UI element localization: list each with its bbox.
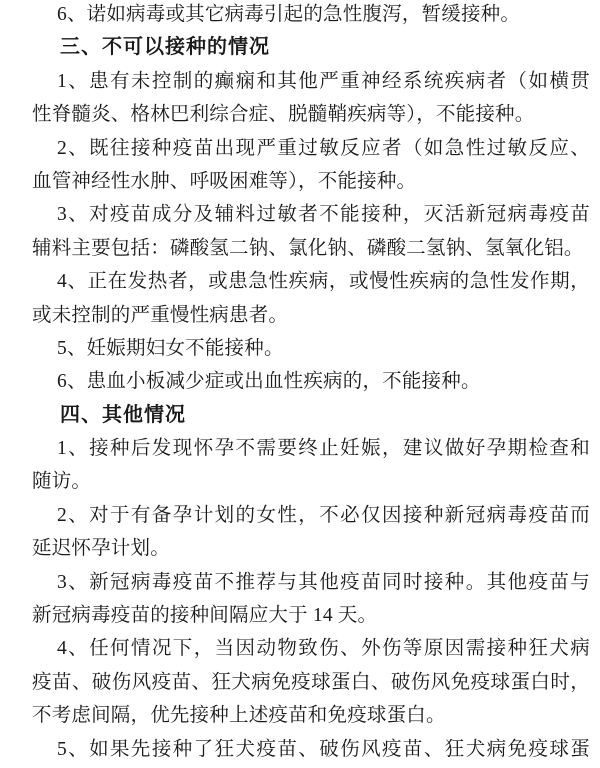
document-line: 新冠病毒疫苗的接种间隔应大于 14 天。 — [32, 605, 378, 627]
section-heading: 三、不可以接种的情况 — [60, 36, 270, 59]
document-line: 1、接种后发现怀孕不需要终止妊娠，建议做好孕期检查和 — [57, 438, 590, 460]
document-line: 随访。 — [32, 471, 92, 493]
section-heading: 四、其他情况 — [60, 403, 186, 426]
document-line: 2、对于有备孕计划的女性，不必仅因接种新冠病毒疫苗而 — [57, 504, 590, 526]
document-line: 性脊髓炎、格林巴利综合症、脱髓鞘疾病等），不能接种。 — [32, 104, 535, 126]
document-line: 6、诺如病毒或其它病毒引起的急性腹泻，暂缓接种。 — [57, 4, 521, 25]
document-line: 3、新冠病毒疫苗不推荐与其他疫苗同时接种。其他疫苗与 — [57, 571, 590, 593]
document-line: 5、妊娠期妇女不能接种。 — [57, 337, 284, 359]
document-line: 3、对疫苗成分及辅料过敏者不能接种，灭活新冠病毒疫苗 — [57, 204, 590, 226]
document-line: 辅料主要包括：磷酸氢二钠、氯化钠、磷酸二氢钠、氢氧化铝。 — [32, 237, 584, 259]
document-line: 2、既往接种疫苗出现严重过敏反应者（如急性过敏反应、 — [57, 137, 590, 159]
document-line: 疫苗、破伤风疫苗、狂犬病免疫球蛋白、破伤风免疫球蛋白时， — [32, 671, 590, 693]
document-line: 5、如果先接种了狂犬疫苗、破伤风疫苗、狂犬病免疫球蛋 — [57, 738, 590, 760]
document-line: 不考虑间隔，优先接种上述疫苗和免疫球蛋白。 — [32, 705, 446, 727]
document-page — [32, 0, 590, 766]
document-line: 6、患血小板减少症或出血性疾病的，不能接种。 — [57, 371, 481, 393]
document-line: 4、任何情况下，当因动物致伤、外伤等原因需接种狂犬病 — [57, 638, 590, 660]
document-line: 血管神经性水肿、呼吸困难等），不能接种。 — [32, 170, 417, 192]
document-line: 或未控制的严重慢性病患者。 — [32, 304, 289, 326]
document-line: 延迟怀孕计划。 — [32, 538, 170, 560]
document-line: 4、正在发热者，或患急性疾病，或慢性疾病的急性发作期， — [57, 271, 590, 293]
document-line: 1、患有未控制的癫痫和其他严重神经系统疾病者（如横贯 — [57, 70, 590, 92]
